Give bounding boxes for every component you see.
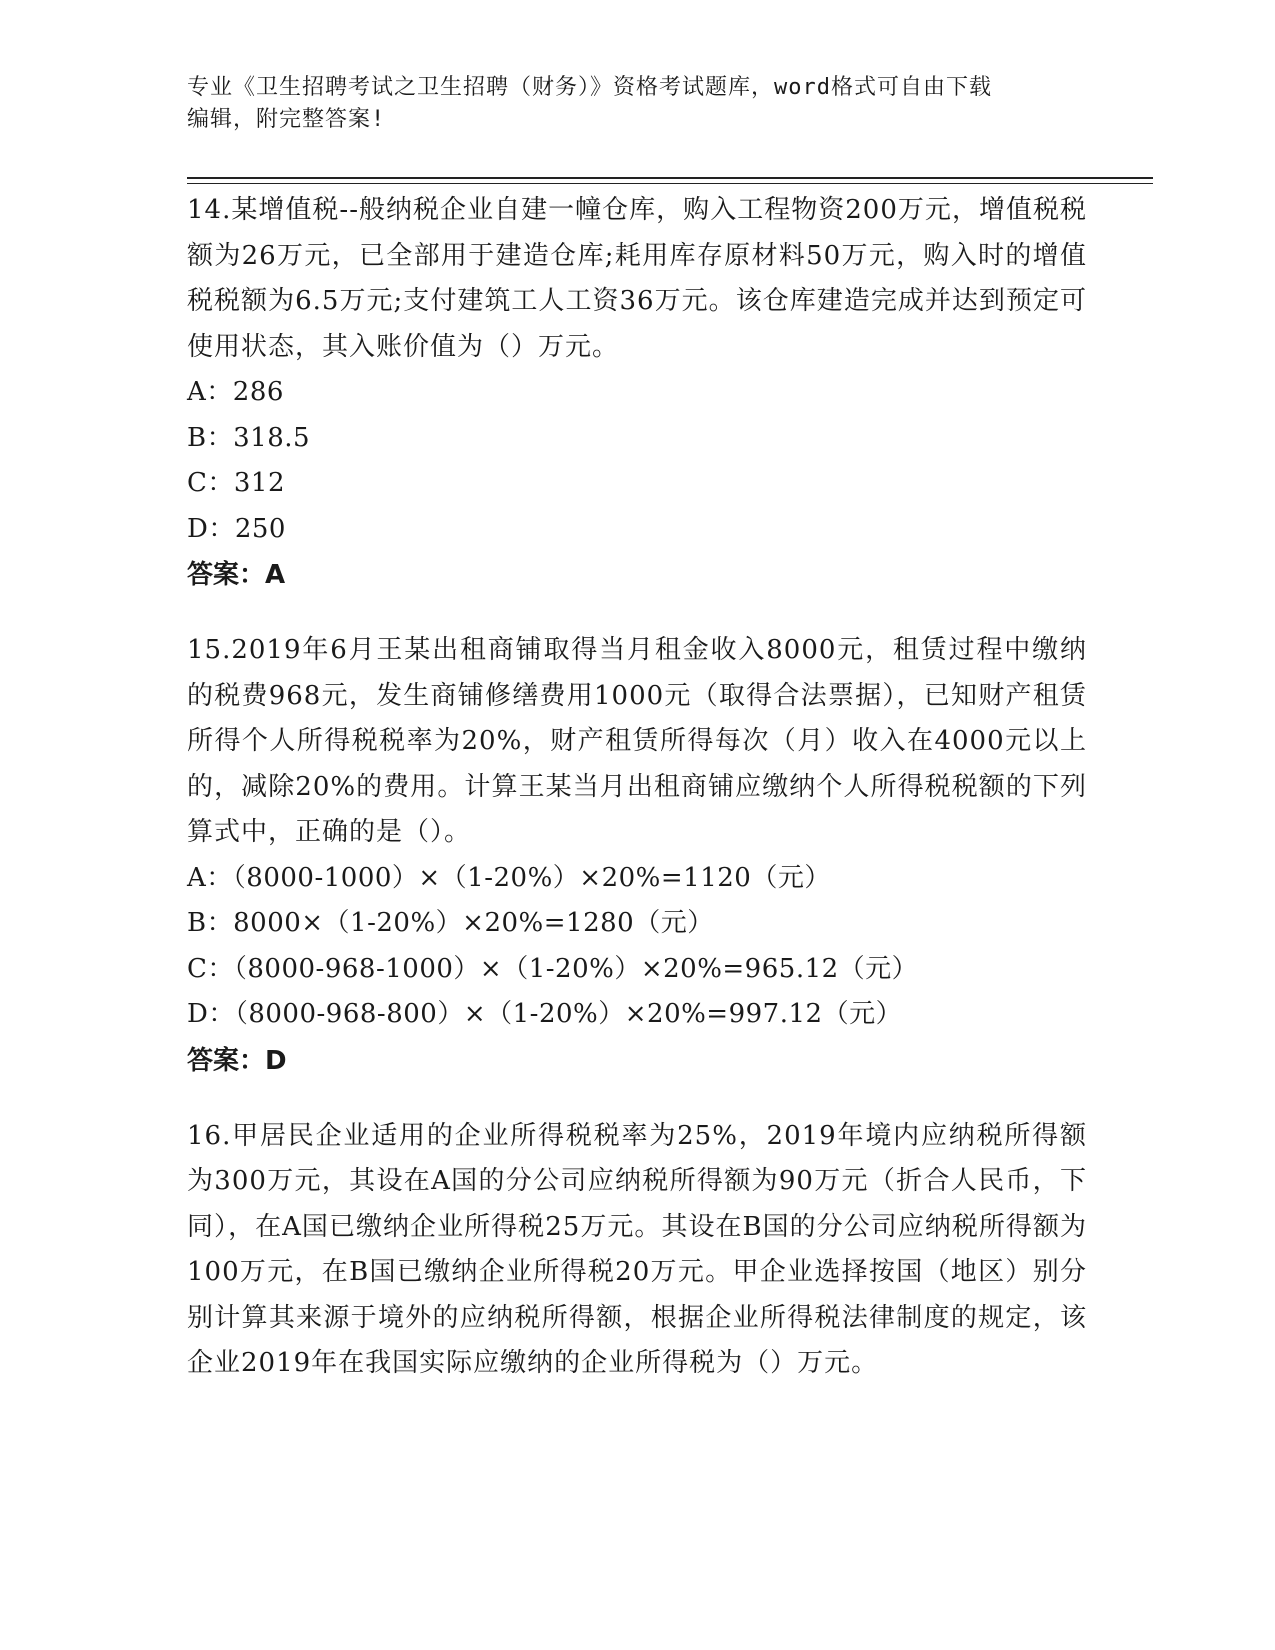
header-rule-thin xyxy=(187,183,1153,184)
header-line-1: 专业《卫生招聘考试之卫生招聘（财务）》资格考试题库，word格式可自由下载 xyxy=(187,75,992,100)
question-stem: 14.某增值税--般纳税企业自建一幢仓库，购入工程物资200万元，增值税税额为26万元，已全部用于建造仓库;耗用库存原材料50万元，购入时的增值税税额为6.5万元;支付建筑工人工资36万元。该仓库建造完成并达到预定可使用状态，其入账价值为（）万元。 xyxy=(187,195,1087,362)
question-14 xyxy=(187,188,1087,598)
question-stem: 16.甲居民企业适用的企业所得税税率为25%，2019年境内应纳税所得额为300万元，其设在A国的分公司应纳税所得额为90万元（折合人民币，下同），在A国已缴纳企业所得税25万元。其设在B国的分公司应纳税所得额为100万元，在B国已缴纳企业所得税20万元。甲企业选择按国（地区）别分别计算其来源于境外的应纳税所得额，根据企业所得税法律制度的规定，该企业2019年在我国实际应缴纳的企业所得税为（）万元。 xyxy=(187,1120,1087,1378)
option-b: B：318.5 xyxy=(187,422,311,453)
option-a: A：286 xyxy=(187,377,284,407)
header-rule-thick xyxy=(187,177,1153,179)
option-d: D：（8000-968-800）×（1-20%）×20%=997.12（元） xyxy=(187,999,903,1029)
question-16 xyxy=(187,1114,1087,1387)
document-header xyxy=(187,72,1067,136)
question-15 xyxy=(187,628,1087,1084)
question-list xyxy=(187,188,1087,1417)
option-b: B：8000×（1-20%）×20%=1280（元） xyxy=(187,908,714,938)
answer: 答案：D xyxy=(187,1045,287,1076)
option-c: C：312 xyxy=(187,468,286,498)
option-d: D：250 xyxy=(187,513,286,544)
header-line-2: 编辑，附完整答案! xyxy=(187,107,386,132)
question-stem: 15.2019年6月王某出租商铺取得当月租金收入8000元，租赁过程中缴纳的税费968元，发生商铺修缮费用1000元（取得合法票据），已知财产租赁所得个人所得税税率为20%，财产租赁所得每次（月）收入在4000元以上的，减除20%的费用。计算王某当月出租商铺应缴纳个人所得税税额的下列算式中，正确的是（）。 xyxy=(187,635,1087,847)
option-c: C：（8000-968-1000）×（1-20%）×20%=965.12（元） xyxy=(187,953,919,984)
option-a: A：（8000-1000）×（1-20%）×20%=1120（元） xyxy=(187,862,831,893)
answer: 答案：A xyxy=(187,560,286,590)
